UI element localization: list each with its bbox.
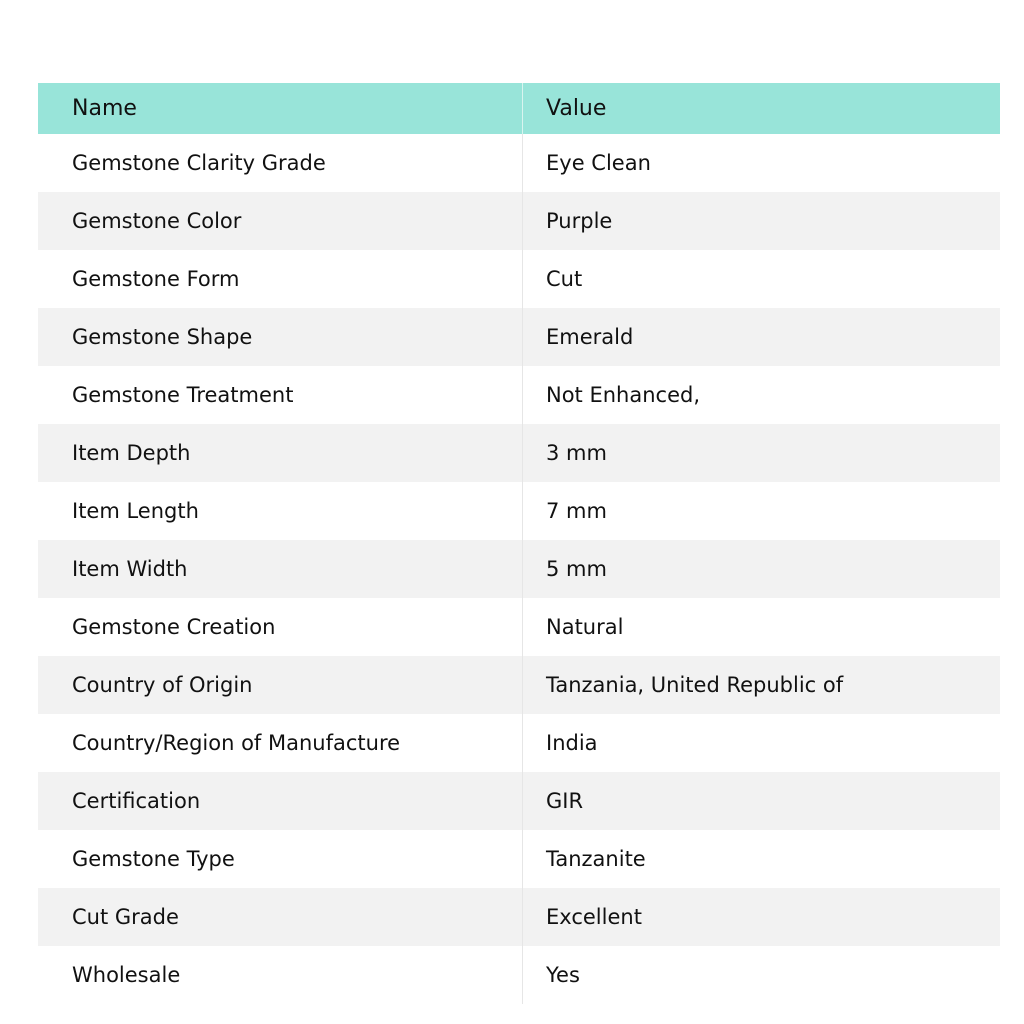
row-name: Item Length: [38, 482, 523, 540]
row-name: Gemstone Clarity Grade: [38, 134, 523, 192]
row-name: Country/Region of Manufacture: [38, 714, 523, 772]
header-name: Name: [38, 83, 523, 134]
row-value: Tanzanite: [546, 847, 646, 871]
row-value: Not Enhanced,: [546, 383, 701, 407]
row-value: India: [546, 731, 598, 755]
row-value: GIR: [546, 789, 584, 813]
table-row: [38, 482, 1000, 540]
row-name: Cut Grade: [38, 888, 523, 946]
row-name: Gemstone Treatment: [38, 366, 523, 424]
table-row: [38, 656, 1000, 714]
table-header-row: [38, 83, 1000, 134]
header-value: Value: [546, 96, 607, 121]
row-name: Gemstone Color: [38, 192, 523, 250]
row-name: Country of Origin: [38, 656, 523, 714]
row-name: Gemstone Creation: [38, 598, 523, 656]
table-row: [38, 192, 1000, 250]
table-row: [38, 250, 1000, 308]
table-row: [38, 888, 1000, 946]
table-row: [38, 424, 1000, 482]
table-row: [38, 134, 1000, 192]
row-name: Gemstone Type: [38, 830, 523, 888]
row-name: Gemstone Form: [38, 250, 523, 308]
row-name: Gemstone Shape: [38, 308, 523, 366]
row-value: Natural: [546, 615, 624, 639]
item-specifics-table: [38, 83, 1000, 1004]
table-row: [38, 946, 1000, 1004]
table-row: [38, 598, 1000, 656]
table-row: [38, 830, 1000, 888]
table-row: [38, 772, 1000, 830]
row-value: Tanzania, United Republic of: [546, 673, 844, 697]
row-name: Item Width: [38, 540, 523, 598]
row-value: Yes: [546, 963, 580, 987]
table-row: [38, 366, 1000, 424]
row-value: Emerald: [546, 325, 634, 349]
row-name: Wholesale: [38, 946, 523, 1004]
table-row: [38, 540, 1000, 598]
row-value: 7 mm: [546, 499, 607, 523]
table-row: [38, 308, 1000, 366]
row-value: Excellent: [546, 905, 642, 929]
row-name: Item Depth: [38, 424, 523, 482]
row-name: Certification: [38, 772, 523, 830]
row-value: 3 mm: [546, 441, 607, 465]
row-value: 5 mm: [546, 557, 607, 581]
row-value: Purple: [546, 209, 613, 233]
row-value: Cut: [546, 267, 583, 291]
table-row: [38, 714, 1000, 772]
row-value: Eye Clean: [546, 151, 651, 175]
